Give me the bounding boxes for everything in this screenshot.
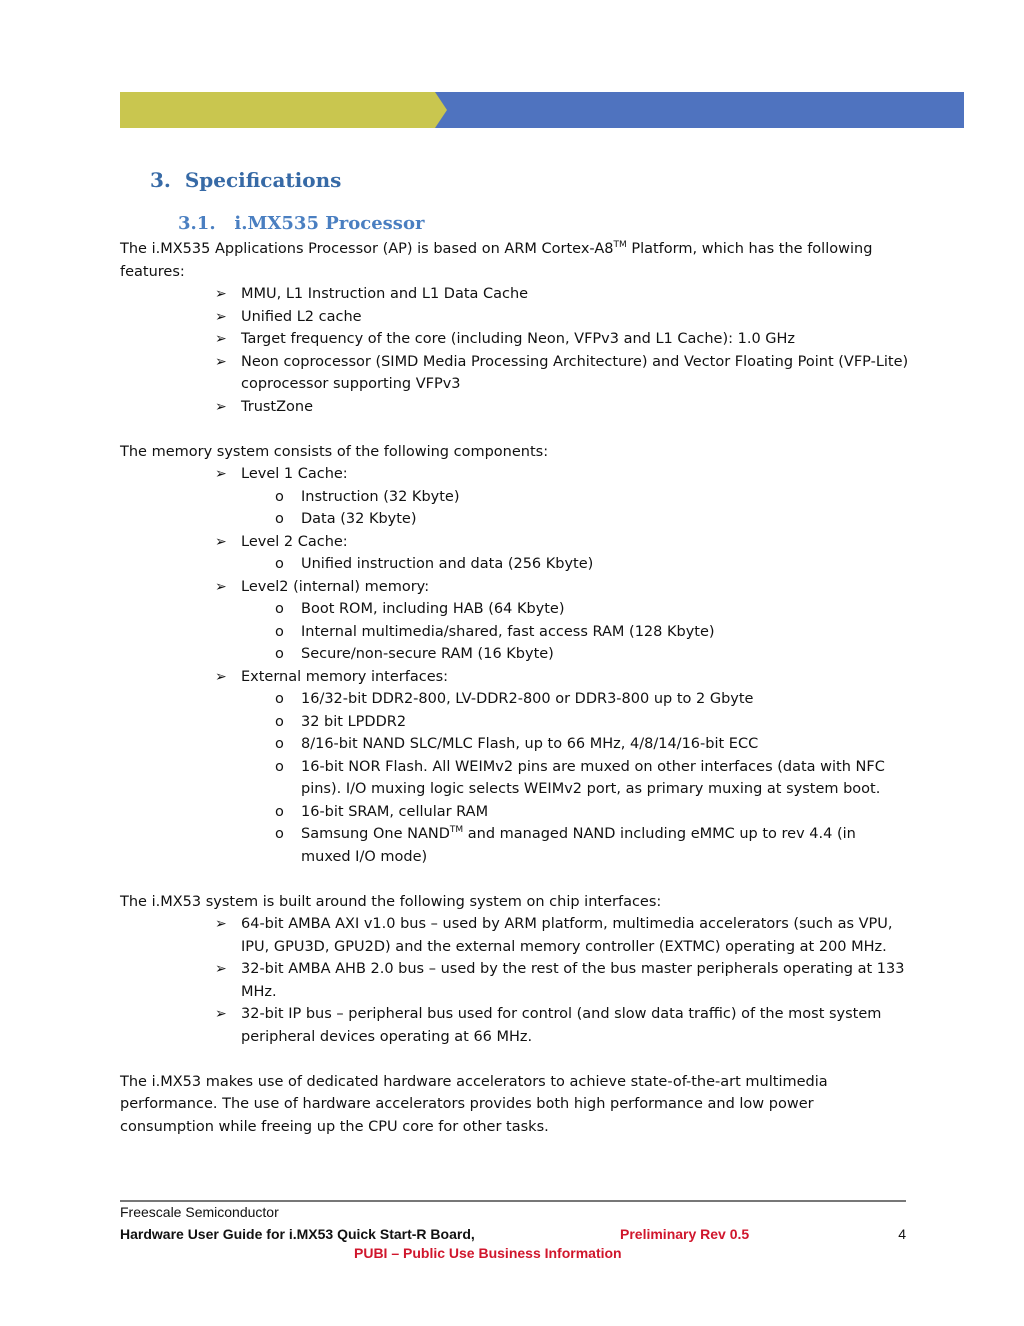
soc-item: ➢ 32-bit IP bus – peripheral bus used for control (and slow data traffic) of the most system peripheral devices operating at 66 MHz.	[215, 1003, 910, 1048]
section-heading	[150, 168, 341, 192]
memory-subitem	[275, 823, 910, 868]
closing-paragraph: The i.MX53 makes use of dedicated hardware accelerators to achieve state-of-the-art multimedia performance. The use of hardware accelerators provides both high performance and low power consumption while freeing up the CPU core for other tasks.	[120, 1073, 828, 1135]
intro-paragraph	[120, 238, 910, 283]
memory-intro: The memory system consists of the following components:	[120, 443, 549, 460]
section-number: 3.	[150, 168, 171, 192]
feature-list	[120, 283, 910, 418]
subsection-title: i.MX535 Processor	[234, 213, 425, 234]
memory-sublist	[241, 598, 910, 666]
feature-item: ➢ MMU, L1 Instruction and L1 Data Cache	[215, 283, 910, 306]
subsection-heading	[178, 213, 424, 234]
trademark-sup: TM	[449, 825, 464, 836]
memory-group-label: External memory interfaces:	[241, 668, 449, 685]
feature-item: ➢ Neon coprocessor (SIMD Media Processing Architecture) and Vector Floating Point (VFP-Lite) coprocessor supporting VFPv3	[215, 351, 910, 396]
samsung-text-a: Samsung One NAND	[301, 826, 450, 842]
header-band-left	[120, 92, 436, 128]
section-title: Specifications	[184, 168, 342, 192]
intro-text-c: features:	[120, 263, 185, 280]
footer-company: Freescale Semiconductor	[120, 1204, 279, 1220]
soc-item: ➢ 64-bit AMBA AXI v1.0 bus – used by ARM platform, multimedia accelerators (such as VPU, IPU, GPU3D, GPU2D) and the external memory controller (EXTMC) operating at 200 MHz.	[215, 913, 910, 958]
memory-subitem: o 32 bit LPDDR2	[275, 711, 910, 734]
memory-list	[120, 463, 910, 868]
soc-intro: The i.MX53 system is built around the following system on chip interfaces:	[120, 893, 662, 910]
memory-subitem: o 16-bit SRAM, cellular RAM	[275, 801, 910, 824]
subsection-number: 3.1.	[178, 213, 216, 234]
memory-subitem: o Boot ROM, including HAB (64 Kbyte)	[275, 598, 910, 621]
memory-group-label: Level 1 Cache:	[241, 466, 348, 482]
memory-subitem: o 16/32-bit DDR2-800, LV-DDR2-800 or DDR3-800 up to 2 Gbyte	[275, 688, 910, 711]
memory-subitem: o Unified instruction and data (256 Kbyte)	[275, 553, 910, 576]
document-body	[120, 238, 910, 1138]
intro-text-a: The i.MX535 Applications Processor (AP) is based on ARM Cortex-A8	[120, 241, 614, 257]
footer-guide-title: Hardware User Guide for i.MX53 Quick Start-R Board,	[120, 1226, 475, 1242]
memory-group	[215, 463, 910, 531]
header-band-right	[447, 92, 964, 128]
page-number: 4	[898, 1226, 906, 1242]
soc-list	[120, 913, 910, 1048]
memory-subitem: o Data (32 Kbyte)	[275, 508, 910, 531]
footer-rule	[120, 1200, 906, 1202]
memory-sublist	[241, 486, 910, 531]
memory-subitem: o Internal multimedia/shared, fast access RAM (128 Kbyte)	[275, 621, 910, 644]
memory-group	[215, 666, 910, 869]
trademark-sup: TM	[613, 240, 627, 251]
samsung-text-b: and managed NAND including eMMC up to rev 4.4 (in muxed I/O mode)	[301, 826, 856, 865]
soc-item: ➢ 32-bit AMBA AHB 2.0 bus – used by the rest of the bus master peripherals operating at 133 MHz.	[215, 958, 910, 1003]
memory-subitem: o Instruction (32 Kbyte)	[275, 486, 910, 509]
memory-sublist	[241, 688, 910, 868]
feature-item: ➢ Unified L2 cache	[215, 306, 910, 329]
intro-text-b: Platform, which has the following	[626, 241, 873, 257]
memory-group	[215, 576, 910, 666]
footer-revision: Preliminary Rev 0.5	[620, 1226, 750, 1242]
feature-item: ➢ Target frequency of the core (including Neon, VFPv3 and L1 Cache): 1.0 GHz	[215, 328, 910, 351]
footer-classification: PUBI – Public Use Business Information	[354, 1245, 622, 1261]
memory-group-label: Level2 (internal) memory:	[241, 578, 430, 595]
memory-sublist	[241, 553, 910, 576]
feature-item: ➢ TrustZone	[215, 396, 910, 419]
memory-subitem: o 16-bit NOR Flash. All WEIMv2 pins are muxed on other interfaces (data with NFC pins). I/O muxing logic selects WEIMv2 port, as primary muxing at system boot.	[275, 756, 910, 801]
memory-group-label: Level 2 Cache:	[241, 533, 348, 550]
memory-subitem: o 8/16-bit NAND SLC/MLC Flash, up to 66 MHz, 4/8/14/16-bit ECC	[275, 733, 910, 756]
memory-group	[215, 531, 910, 576]
memory-subitem: o Secure/non-secure RAM (16 Kbyte)	[275, 643, 910, 666]
